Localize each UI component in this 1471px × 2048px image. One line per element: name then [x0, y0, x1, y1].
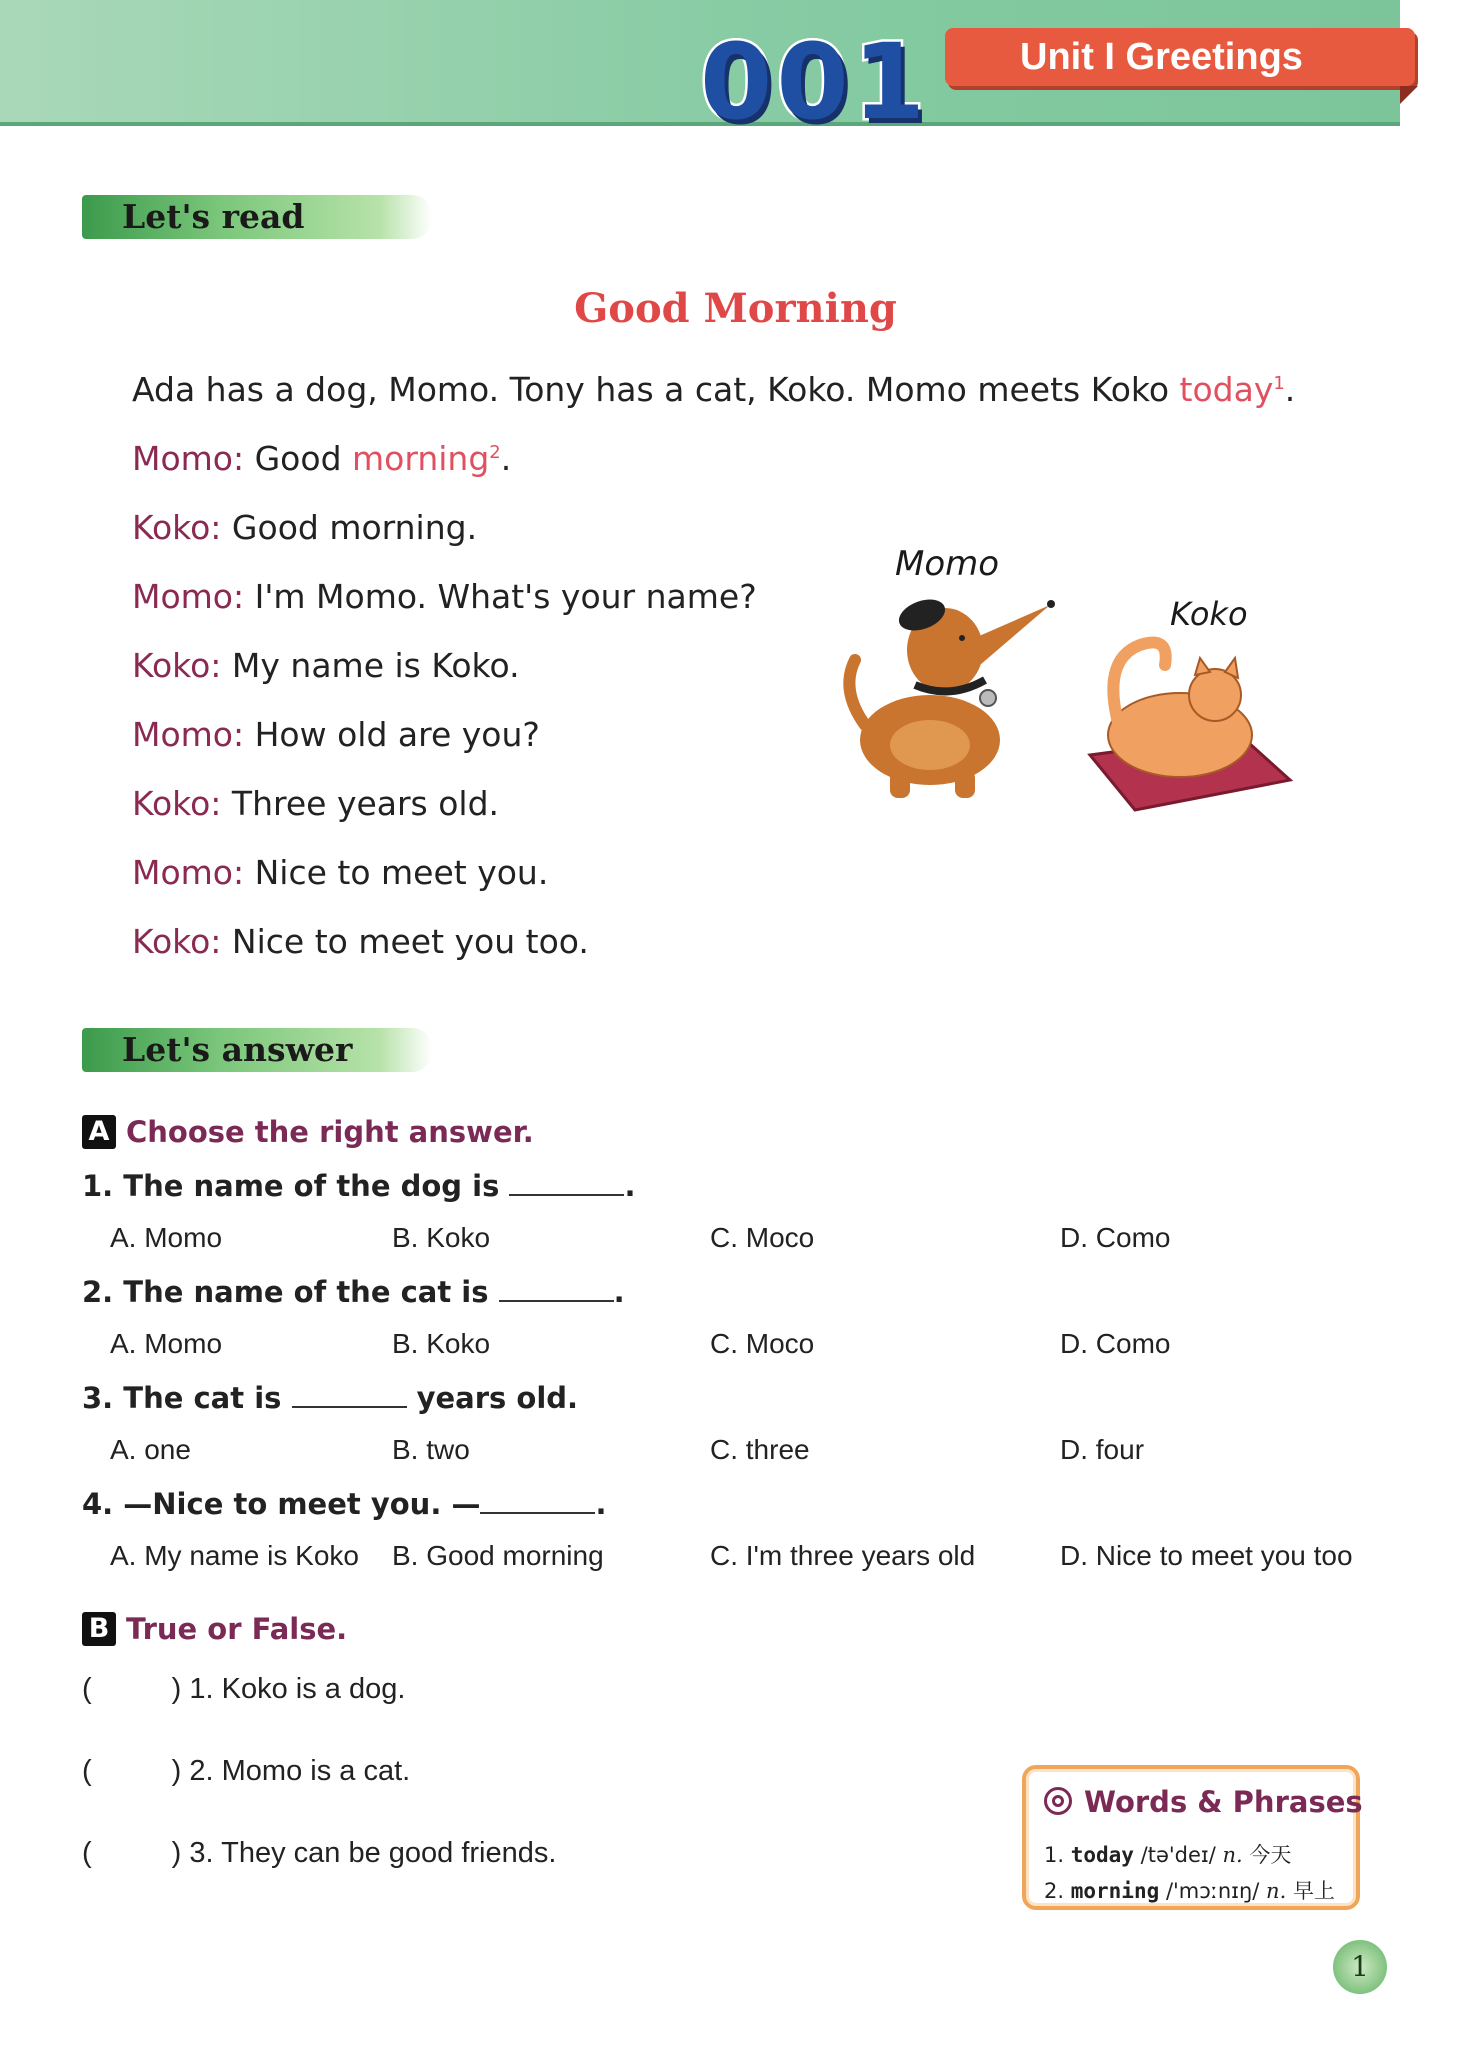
dog-and-cat-illustration: [820, 540, 1320, 830]
vocab-word-today: today: [1179, 370, 1274, 409]
words-phrases-heading: Words & Phrases: [1084, 1785, 1363, 1819]
question-end: .: [613, 1275, 625, 1309]
words-phrases-title: [1044, 1785, 1363, 1819]
speaker-name: Koko:: [132, 784, 222, 823]
read-section-heading: Let's read: [122, 197, 305, 236]
dialogue-text: How old are you?: [244, 715, 540, 754]
statement-text: ) 2. Momo is a cat.: [171, 1755, 411, 1787]
dialogue-text: My name is Koko.: [221, 646, 520, 685]
option[interactable]: B. Good morning: [392, 1540, 604, 1571]
part-a-letter: A: [82, 1115, 116, 1149]
word-entry: [1044, 1875, 1335, 1905]
entry-meaning: 今天: [1249, 1843, 1292, 1867]
speaker-name: Momo:: [132, 853, 245, 892]
option[interactable]: A. Momo: [110, 1222, 223, 1253]
true-false-item: [82, 1673, 405, 1706]
question-4: [82, 1486, 606, 1521]
entry-word: morning: [1070, 1879, 1160, 1903]
word-entry: [1044, 1839, 1291, 1869]
vocab-word-morning: morning: [352, 439, 490, 478]
option[interactable]: B. two: [392, 1434, 470, 1465]
question-end: .: [624, 1169, 636, 1203]
answer-section-heading: Let's answer: [122, 1030, 353, 1069]
question-end: years old.: [406, 1381, 579, 1415]
part-b-instruction: True or False.: [126, 1612, 348, 1646]
part-a-heading: [82, 1115, 534, 1151]
page-number: 1: [1333, 1940, 1387, 1994]
dialogue-line: [132, 853, 548, 892]
question-2: [82, 1274, 625, 1309]
dialogue-text: Good morning.: [221, 508, 478, 547]
dialogue-text: Nice to meet you too.: [221, 922, 589, 961]
dog-label: Momo: [895, 544, 1000, 584]
entry-number: 1.: [1044, 1843, 1065, 1867]
option[interactable]: C. Moco: [710, 1222, 815, 1253]
option[interactable]: A. My name is Koko: [110, 1540, 359, 1571]
dialogue-line: [132, 715, 540, 754]
entry-phonetic: /'mɔːnɪŋ/: [1165, 1879, 1260, 1903]
option[interactable]: D. Nice to meet you too: [1060, 1540, 1353, 1571]
answer-blank[interactable]: [480, 1486, 595, 1514]
words-phrases-box: [1022, 1765, 1363, 1910]
read-section-banner: [82, 195, 432, 239]
open-paren: (: [82, 1755, 92, 1787]
dialogue-end: .: [500, 439, 512, 478]
question-text: 3. The cat is: [82, 1381, 292, 1415]
question-1: [82, 1168, 635, 1203]
entry-number: 2.: [1044, 1879, 1065, 1903]
cat-icon: [1090, 643, 1290, 811]
unit-tab-fold: [1400, 86, 1418, 104]
true-false-item: [82, 1837, 556, 1870]
statement-text: ) 1. Koko is a dog.: [171, 1673, 406, 1705]
option[interactable]: C. Moco: [710, 1328, 815, 1359]
dialogue-text: Nice to meet you.: [244, 853, 549, 892]
entry-pos: n.: [1266, 1879, 1287, 1903]
option[interactable]: B. Koko: [392, 1328, 491, 1359]
dialogue-line: [132, 784, 499, 823]
part-b-letter: B: [82, 1612, 116, 1646]
question-text: 1. The name of the dog is: [82, 1169, 510, 1203]
option[interactable]: D. Como: [1060, 1328, 1171, 1359]
entry-meaning: 早上: [1292, 1879, 1335, 1903]
speaker-name: Momo:: [132, 439, 245, 478]
answer-section-banner: [82, 1028, 432, 1072]
story-intro-end: .: [1284, 370, 1296, 409]
question-text: 4. —Nice to meet you. —: [82, 1487, 481, 1521]
question-end: .: [595, 1487, 607, 1521]
speaker-name: Koko:: [132, 508, 222, 547]
speaker-name: Koko:: [132, 646, 222, 685]
answer-blank[interactable]: [509, 1168, 624, 1196]
speaker-name: Momo:: [132, 577, 245, 616]
speaker-name: Koko:: [132, 922, 222, 961]
option[interactable]: D. Como: [1060, 1222, 1171, 1253]
open-paren: (: [82, 1673, 92, 1705]
option[interactable]: C. I'm three years old: [710, 1540, 976, 1571]
open-paren: (: [82, 1837, 92, 1869]
footnote-1: 1: [1273, 373, 1285, 394]
speaker-name: Momo:: [132, 715, 245, 754]
option[interactable]: C. three: [710, 1434, 810, 1465]
statement-text: ) 3. They can be good friends.: [171, 1837, 557, 1869]
dialogue-text: Three years old.: [221, 784, 500, 823]
answer-blank[interactable]: [499, 1274, 614, 1302]
option[interactable]: D. four: [1060, 1434, 1145, 1465]
part-b-heading: [82, 1612, 347, 1648]
dialogue-line: [132, 577, 757, 616]
dialogue-line: [132, 646, 520, 685]
option[interactable]: B. Koko: [392, 1222, 491, 1253]
option[interactable]: A. Momo: [110, 1328, 223, 1359]
question-3: [82, 1380, 578, 1415]
story-intro: [132, 370, 1295, 409]
story-title: Good Morning: [574, 285, 897, 332]
option[interactable]: A. one: [110, 1434, 191, 1465]
unit-title: Unit I Greetings: [945, 28, 1415, 86]
dialogue-text: I'm Momo. What's your name?: [244, 577, 757, 616]
true-false-item: [82, 1755, 410, 1788]
part-a-instruction: Choose the right answer.: [126, 1115, 534, 1149]
cat-label: Koko: [1170, 595, 1248, 633]
answer-blank[interactable]: [292, 1380, 407, 1408]
lesson-number: 001: [700, 21, 930, 143]
footnote-2: 2: [489, 442, 501, 463]
question-text: 2. The name of the cat is: [82, 1275, 499, 1309]
dialogue-line: [132, 439, 511, 478]
entry-phonetic: /tə'deɪ/: [1140, 1843, 1216, 1867]
dialogue-text: Good: [244, 439, 353, 478]
entry-word: today: [1070, 1843, 1134, 1867]
dog-icon: [849, 594, 1055, 798]
bullseye-icon: [1044, 1787, 1072, 1815]
dialogue-line: [132, 508, 477, 547]
dialogue-line: [132, 922, 589, 961]
entry-pos: n.: [1222, 1843, 1243, 1867]
story-intro-text: Ada has a dog, Momo. Tony has a cat, Koko. Momo meets Koko: [132, 370, 1180, 409]
